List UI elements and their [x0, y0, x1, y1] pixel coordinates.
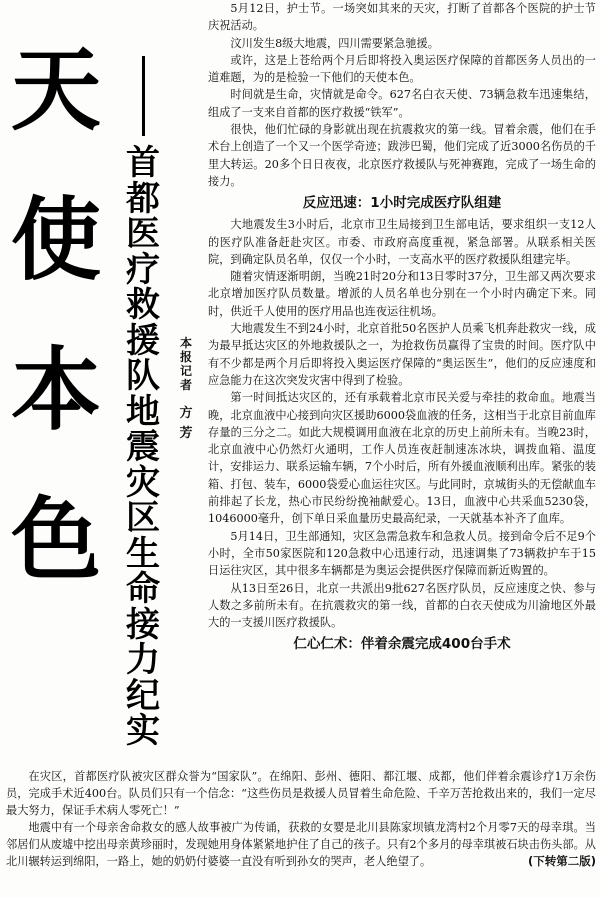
- article-paragraph: 在灾区，首都医疗队被灾区群众誉为“国家队”。在绵阳、彭州、德阳、都江堰、成都，他们伴着余震诊疗1万余伤员，完成手术近400台。队员们只有一个信念：“这些伤员是救援人员冒着生命危险、千辛万苦抢救出来的，我们一定尽最大努力，保证手术病人零死亡！”: [6, 770, 596, 818]
- article-paragraph: 很快，他们忙碌的身影就出现在抗震救灾的第一线。冒着余震，他们在手术台上创造了一个又一个医学奇迹；跋涉巴蜀，他们完成了近3000名伤员的千里大转运。20多个日日夜夜，北京医疗救援队与死神赛跑，完成了一场生命的接力。: [208, 123, 596, 188]
- subtitle-char: 实: [126, 711, 160, 751]
- article-paragraph-text: 地震中有一个母亲舍命救女的感人故事被广为传诵，获救的女婴是北川县陈家坝镇龙湾村2个月零7天的母幸琪。当邻居们从废墟中挖出母亲黄珍丽时，发现她用身体紧紧地护住了自己的孩子。只有2个多月的母幸琪被石块击伤头部。从北川辗转运到绵阳，一路上，她的奶奶付婆婆一直没有听到孙女的哭声，老人绝望了。: [6, 821, 596, 869]
- subtitle-char: 灾: [126, 462, 160, 503]
- bottom-wide-text: [6, 768, 596, 871]
- article-paragraph: 5月12日，护士节。一场突如其来的天灾，打断了首都各个医院的护士节庆祝活动。: [208, 2, 596, 33]
- subtitle-char: 力: [126, 640, 160, 680]
- article-paragraph: 大地震发生3小时后，北京市卫生局接到卫生部电话，要求组织一支12人的医疗队准备赶赴灾区。市委、市政府高度重视，紧急部署。从联系相关医院，到确定队员名单，仅仅一个小时，一支高水平的医疗救援队组建完毕。: [208, 218, 596, 266]
- subtitle-char: 区: [126, 498, 160, 538]
- byline-role-char: 本: [179, 336, 192, 350]
- subtitle-char: 命: [126, 569, 160, 609]
- article-paragraph: 第一时间抵达灾区的，还有承载着北京市民关爱与牵挂的救命血。地震当晚，北京血液中心接到向灾区援助6000袋血液的任务，这相当于北京目前血库存量的三分之二。如此大规模调用血液在北京的历史上前所未有。当晚23时，北京血液中心仍然灯火通明，工作人员连夜赶制速冻冰块，调拨血箱、温度计，安排运力、联系运输车辆，7个小时后，所有外援血液顺利出库。紧张的装箱、打包、装车，6000袋爱心血运往灾区。与此同时，京城街头的无偿献血车前排起了长龙，热心市民纷纷挽袖献爱心。13日，血液中心共采血5230袋，1046000毫升，创下单日采血量历史最高纪录，一天就基本补齐了血库。: [208, 391, 596, 526]
- subtitle-char: 援: [126, 320, 160, 361]
- section-heading: 仁心仁术：伴着余震完成400台手术: [293, 636, 511, 653]
- article-paragraph: [6, 819, 596, 870]
- subtitle-char: 震: [126, 427, 160, 467]
- byline-gap: [173, 392, 199, 404]
- headline-char: 本: [11, 338, 101, 443]
- main-headline: [6, 38, 106, 646]
- byline: [173, 336, 199, 444]
- article-column: [208, 0, 596, 657]
- subtitle-char: 生: [126, 533, 160, 574]
- article-paragraph: 或许，这是上苍给两个月后即将投入奥运医疗保障的首都医务人员出的一道难题，为的是检验一下他们的天使本色。: [208, 53, 596, 85]
- byline-role-char: 记: [179, 364, 192, 378]
- subtitle-char: 接: [126, 604, 160, 645]
- byline-role-char: 报: [179, 350, 192, 364]
- article-paragraph: 时间就是生命，灾情就是命令。627名白衣天使、73辆急救车迅速集结，组成了一支来自首都的医疗救援“铁军”。: [208, 88, 596, 119]
- article-paragraph: 从13日至26日，北京一共派出9批627名医疗队员，反应速度之快、参与人数之多前所未有。在抗震救灾的第一线，首都的白衣天使成为川渝地区外最大的一支援川医疗救援队。: [208, 581, 596, 630]
- subtitle-char: 疗: [126, 249, 160, 290]
- headline-char: 使: [11, 188, 101, 293]
- byline-role-char: 者: [179, 378, 192, 392]
- subtitle-char: 首: [126, 143, 160, 183]
- headline-char: 天: [11, 38, 101, 143]
- section-heading: 反应迅速：1小时完成医疗队组建: [302, 195, 502, 212]
- article-paragraph: 随着灾情逐渐明朗，当晚21时20分和13日零时37分，卫生部又两次要求北京增加医疗队员数量。增派的人员名单也分别在一个小时内确定下来。同时，供近千人使用的医疗用品也连夜运往机场。: [208, 270, 596, 318]
- article-paragraph: 大地震发生不到24小时，北京首批50名医护人员乘飞机奔赴救灾一线，成为最早抵达灾区的外地救援队之一，为抢救伤员赢得了宝贵的时间。医疗队中有不少都是两个月后即将投入奥运医疗保障的“奥运医生”，他们的反应速度和应急能力在这次突发灾害中得到了检验。: [208, 322, 596, 387]
- subtitle: [118, 56, 168, 750]
- subtitle-char: 纪: [126, 675, 160, 716]
- headline-char: 色: [11, 488, 101, 593]
- subtitle-char: 救: [126, 285, 160, 325]
- byline-name-char: 芳: [179, 426, 193, 441]
- subtitle-char: 都: [126, 178, 160, 219]
- article-paragraph: 汶川发生8级大地震，四川需要紧急驰援。: [230, 36, 439, 50]
- byline-name-char: 方: [179, 406, 193, 421]
- subtitle-char: 队: [126, 356, 160, 396]
- subtitle-char: 地: [126, 391, 160, 432]
- continued-note: (下转第二版): [527, 854, 596, 869]
- article-paragraph: 5月14日，卫生部通知，灾区急需急救车和急救人员。接到命令后不足9个小时，全市50家医院和120急救中心迅速行动，迅速调集了73辆救护车于15日运往灾区，其中很多车辆都是为奥运会提供医疗保障而新近购置的。: [208, 529, 596, 578]
- subtitle-dash: [142, 56, 145, 136]
- subtitle-char: 医: [126, 214, 160, 254]
